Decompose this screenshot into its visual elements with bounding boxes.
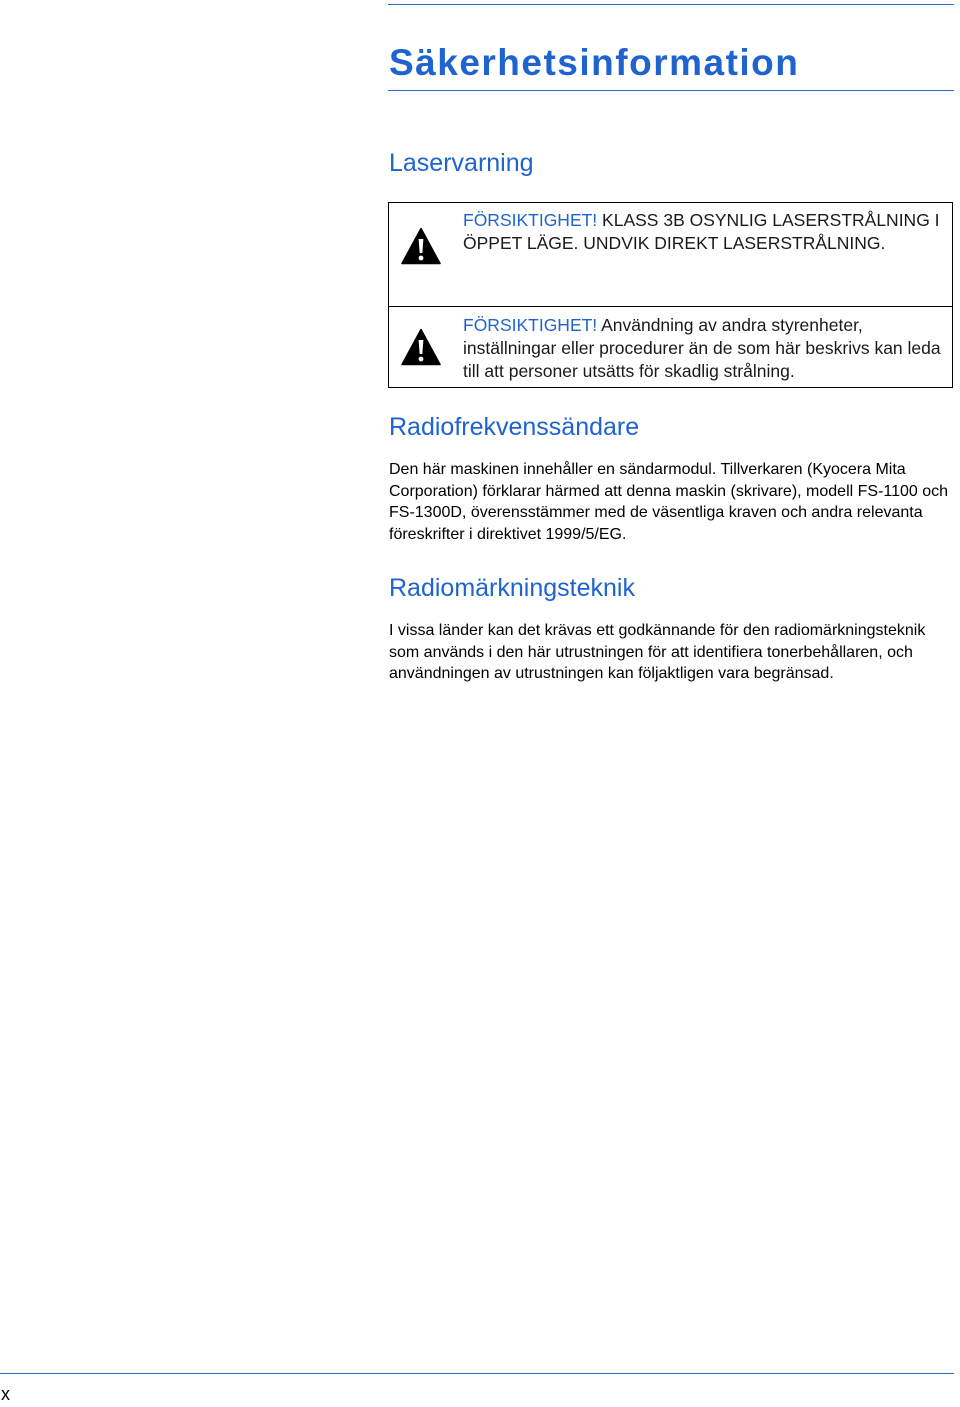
radio-transmitter-paragraph: Den här maskinen innehåller en sändarmodul. Tillverkaren (Kyocera Mita Corporation) förklarar härmed att denna maskin (skrivare), modell FS-1100 och FS-1300D, överensstämmer med de väsentliga kraven och andra relevanta föreskrifter i direktivet 1999/5/EG. (389, 461, 949, 543)
radio-tagging-heading: Radiomärkningsteknik (389, 574, 635, 602)
caution-row (389, 307, 952, 387)
caution-text (463, 314, 942, 383)
caution-message: Användning av andra styrenheter, inställningar eller procedurer än de som här beskrivs kan leda till att personer utsätts för skadlig strålning. (463, 315, 941, 381)
warning-triangle-icon (401, 328, 441, 366)
top-rule (388, 4, 954, 5)
warning-triangle-icon (401, 227, 441, 265)
page-number: x (1, 1384, 10, 1404)
caution-text (463, 209, 942, 255)
caution-label: FÖRSIKTIGHET! (463, 210, 598, 230)
title-underline (388, 90, 954, 91)
caution-label: FÖRSIKTIGHET! (463, 315, 598, 335)
caution-message: KLASS 3B OSYNLIG LASERSTRÅLNING I ÖPPET LÄGE. UNDVIK DIREKT LASERSTRÅLNING. (463, 210, 940, 253)
radio-transmitter-heading: Radiofrekvenssändare (389, 413, 640, 441)
caution-row (389, 203, 952, 307)
radio-tagging-paragraph: I vissa länder kan det krävas ett godkännande för den radiomärkningsteknik som används i den här utrustningen för att identifiera tonerbehållaren, och användningen av utrustningen kan följaktligen vara begränsad. (389, 622, 926, 682)
footer-rule (0, 1373, 954, 1374)
laser-warning-heading: Laservarning (389, 149, 534, 177)
caution-table (388, 202, 953, 388)
page-title: Säkerhetsinformation (389, 42, 800, 83)
